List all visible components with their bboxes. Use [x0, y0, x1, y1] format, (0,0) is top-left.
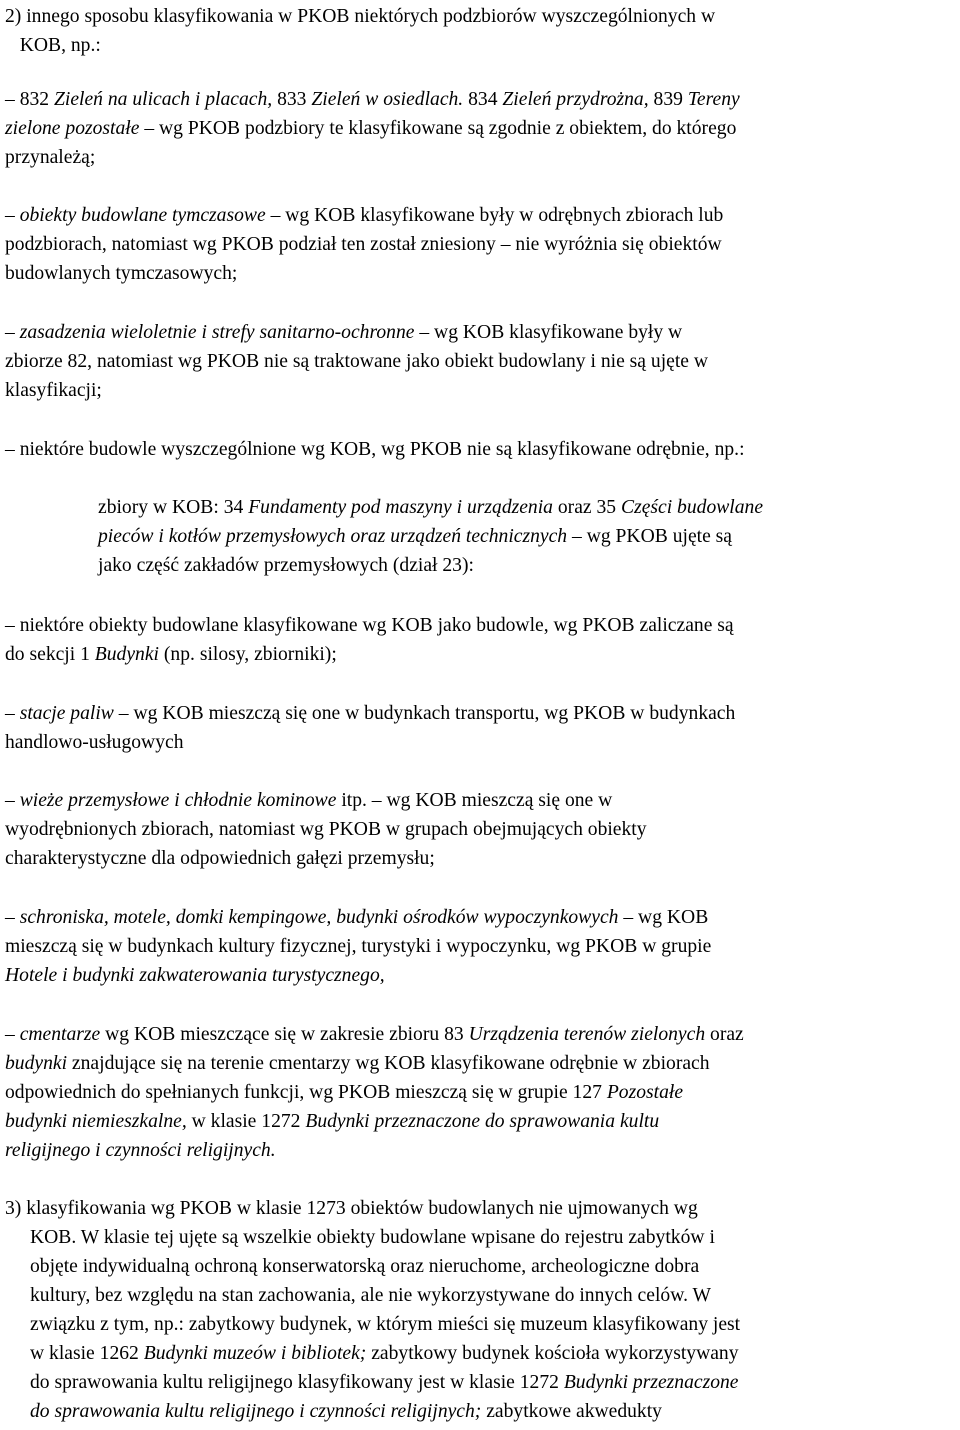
text-run: 2) innego sposobu klasyfikowania w PKOB niektórych podzbiorów wyszczególnionych w [5, 6, 716, 27]
italic-term: schroniska, motele, domki kempingowe, budynki ośrodków wypoczynkowych [19, 907, 619, 928]
text-run: – niektóre budowle wyszczególnione wg KOB, wg PKOB nie są klasyfikowane odrębnie, np.: [5, 439, 745, 460]
text-line [30, 1397, 960, 1426]
text-line [5, 844, 960, 873]
italic-term: Zieleń w osiedlach. [311, 89, 464, 110]
text-run: objęte indywidualną ochroną konserwatorską oraz nieruchome, archeologiczne dobra [30, 1256, 700, 1277]
text-run: KOB. W klasie tej ujęte są wszelkie obiekty budowlane wpisane do rejestru zabytków i [30, 1227, 715, 1248]
text-line [30, 1281, 960, 1310]
text-line [5, 2, 960, 31]
text-run: kultury, bez względu na stan zachowania, ale nie wykorzystywane do innych celów. W [30, 1285, 712, 1306]
italic-term: Zieleń przydrożna, [502, 89, 649, 110]
text-line [5, 1078, 960, 1107]
text-line [5, 961, 960, 990]
italic-term: wieże przemysłowe i chłodnie kominowe [19, 790, 337, 811]
text-line [5, 1194, 960, 1223]
bullet-structures [5, 435, 960, 464]
italic-term: cmentarze [19, 1024, 101, 1045]
italic-term: Budynki muzeów i bibliotek; [143, 1343, 367, 1364]
text-line [5, 1107, 960, 1136]
text-run: do sprawowania kultu religijnego klasyfikowany jest w klasie 1272 [30, 1372, 564, 1393]
text-run: – wg KOB [618, 907, 709, 928]
italic-term: budynki [5, 1053, 68, 1074]
text-run: wg KOB mieszczące się w zakresie zbioru 83 [100, 1024, 469, 1045]
text-line [5, 85, 960, 114]
text-run: zabytkowy budynek kościoła wykorzystywany [366, 1343, 739, 1364]
text-run: klasyfikacji; [5, 380, 102, 401]
text-run: – wg KOB klasyfikowane były w odrębnych zbiorach lub [265, 205, 724, 226]
text-run: zbiory w KOB: 34 [98, 497, 249, 518]
text-line [5, 932, 960, 961]
italic-term: Zieleń na ulicach i placach, [53, 89, 273, 110]
text-run: – [5, 322, 20, 343]
text-line [98, 522, 960, 551]
text-run: – wg PKOB podzbiory te klasyfikowane są zgodnie z obiektem, do którego [139, 118, 737, 139]
item-3-heading [5, 1194, 960, 1223]
text-run: – [5, 790, 20, 811]
text-run: KOB, np.: [5, 35, 101, 56]
text-run: oraz 35 [552, 497, 621, 518]
italic-term: obiekty budowlane tymczasowe [19, 205, 266, 226]
text-run: handlowo-usługowych [5, 732, 184, 753]
italic-term: pieców i kotłów przemysłowych oraz urządzeń technicznych [98, 526, 568, 547]
bullet-industrial-towers [5, 786, 960, 873]
text-run: 839 [648, 89, 688, 110]
text-line [30, 1339, 960, 1368]
text-line [5, 699, 960, 728]
text-run: – 832 [5, 89, 54, 110]
text-run: wyodrębnionych zbiorach, natomiast wg PKOB w grupach obejmujących obiekty [5, 819, 647, 840]
text-run: 834 [463, 89, 503, 110]
italic-term: Części budowlane [621, 497, 764, 518]
text-line [5, 435, 960, 464]
text-run: – wg KOB mieszczą się one w budynkach transportu, wg PKOB w budynkach [113, 703, 736, 724]
bullet-plantings [5, 318, 960, 405]
text-line [30, 1368, 960, 1397]
bullet-fuel-stations [5, 699, 960, 757]
italic-term: do sprawowania kultu religijnego i czynności religijnych; [30, 1401, 482, 1422]
italic-term: Hotele i budynki zakwaterowania turystycznego, [5, 965, 385, 986]
italic-term: Budynki przeznaczone do sprawowania kultu [305, 1111, 660, 1132]
text-line [5, 611, 960, 640]
sub-bullet-foundations [98, 493, 960, 580]
text-run: oraz [705, 1024, 744, 1045]
italic-term: zasadzenia wieloletnie i strefy sanitarno-ochronne [19, 322, 415, 343]
bullet-temporary-objects [5, 201, 960, 288]
text-run: zabytkowe akwedukty [481, 1401, 662, 1422]
text-run: mieszczą się w budynkach kultury fizycznej, turystyki i wypoczynku, wg PKOB w grupie [5, 936, 712, 957]
text-run: – niektóre obiekty budowlane klasyfikowane wg KOB jako budowle, wg PKOB zaliczane są [5, 615, 734, 636]
bullet-hostels-motels [5, 903, 960, 990]
text-run: itp. – wg KOB mieszczą się one w [336, 790, 613, 811]
italic-term: zielone pozostałe [5, 118, 140, 139]
bullet-cemeteries [5, 1020, 960, 1165]
text-run: jako część zakładów przemysłowych (dział 23): [98, 555, 474, 576]
italic-term: religijnego i czynności religijnych. [5, 1140, 276, 1161]
text-line [98, 493, 960, 522]
text-line [5, 201, 960, 230]
italic-term: budynki niemieszkalne, [5, 1111, 187, 1132]
text-run: podzbiorach, natomiast wg PKOB podział ten został zniesiony – nie wyróżnia się obiektów [5, 234, 722, 255]
text-run: – [5, 907, 20, 928]
text-run: odpowiednich do spełnianych funkcji, wg PKOB mieszczą się w grupie 127 [5, 1082, 607, 1103]
italic-term: stacje paliw [19, 703, 114, 724]
italic-term: Budynki przeznaczone [563, 1372, 739, 1393]
text-line [5, 815, 960, 844]
text-run: do sekcji 1 [5, 644, 95, 665]
text-run: – wg PKOB ujęte są [567, 526, 732, 547]
text-line [5, 1049, 960, 1078]
text-line [98, 551, 960, 580]
text-line [5, 728, 960, 757]
item-2-paragraph [5, 2, 960, 60]
text-line [5, 903, 960, 932]
text-line [5, 786, 960, 815]
text-line [5, 347, 960, 376]
text-run: zbiorze 82, natomiast wg PKOB nie są traktowane jako obiekt budowlany i nie są ujęte w [5, 351, 709, 372]
text-run: przynależą; [5, 147, 96, 168]
text-run: – [5, 205, 20, 226]
bullet-buildings-section1 [5, 611, 960, 669]
text-line [5, 1020, 960, 1049]
item-3-body [30, 1223, 960, 1426]
text-line [30, 1252, 960, 1281]
text-run: znajdujące się na terenie cmentarzy wg KOB klasyfikowane odrębnie w zbiorach [67, 1053, 710, 1074]
italic-term: Budynki [94, 644, 159, 665]
text-run: w klasie 1262 [30, 1343, 144, 1364]
text-line [5, 230, 960, 259]
text-line [5, 318, 960, 347]
italic-term: Pozostałe [606, 1082, 684, 1103]
text-line [30, 1310, 960, 1339]
text-line [5, 259, 960, 288]
text-run: (np. silosy, zbiorniki); [159, 644, 337, 665]
text-run: budowlanych tymczasowych; [5, 263, 238, 284]
text-run: 833 [272, 89, 312, 110]
text-line [5, 31, 960, 60]
text-run: charakterystyczne dla odpowiednich gałęzi przemysłu; [5, 848, 435, 869]
text-line [5, 376, 960, 405]
text-line [30, 1223, 960, 1252]
text-run: 3) klasyfikowania wg PKOB w klasie 1273 obiektów budowlanych nie ujmowanych wg [5, 1198, 698, 1219]
text-line [5, 1136, 960, 1165]
bullet-greenery [5, 85, 960, 172]
text-run: w klasie 1272 [186, 1111, 306, 1132]
italic-term: Fundamenty pod maszyny i urządzenia [248, 497, 553, 518]
italic-term: Tereny [687, 89, 740, 110]
text-run: związku z tym, np.: zabytkowy budynek, w którym mieści się muzeum klasyfikowany jest [30, 1314, 741, 1335]
text-run: – [5, 703, 20, 724]
text-run: – [5, 1024, 20, 1045]
text-line [5, 640, 960, 669]
text-line [5, 143, 960, 172]
text-run: – wg KOB klasyfikowane były w [414, 322, 683, 343]
text-line [5, 114, 960, 143]
italic-term: Urządzenia terenów zielonych [468, 1024, 706, 1045]
